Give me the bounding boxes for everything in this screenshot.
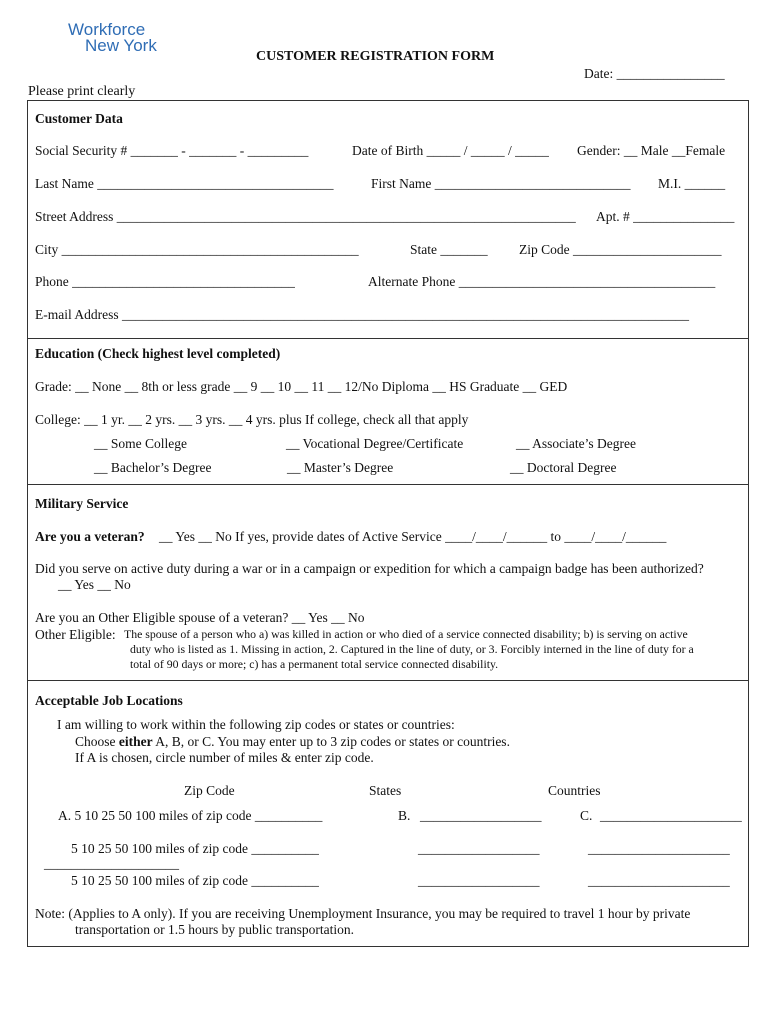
option-c-label: C. bbox=[580, 808, 593, 823]
customer-data-heading: Customer Data bbox=[35, 111, 123, 126]
zip-row-2[interactable]: 5 10 25 50 100 miles of zip code __________ bbox=[71, 841, 319, 856]
ssn-field[interactable]: Social Security # _______ - _______ - _________ bbox=[35, 143, 309, 158]
mi-field[interactable]: M.I. ______ bbox=[658, 176, 726, 191]
date-field[interactable]: Date: ________________ bbox=[584, 66, 725, 81]
col-states: States bbox=[369, 783, 402, 798]
logo-line-1: Workforce bbox=[68, 20, 146, 39]
other-eligible-text-2: duty who is listed as 1. Missing in action, 2. Captured in the line of duty, or 3. Forcibly interned in the line of duty for a bbox=[130, 642, 694, 656]
street-address-field[interactable]: Street Address ____________________________________________________________________ bbox=[35, 209, 576, 224]
alternate-phone-field[interactable]: Alternate Phone ______________________________________ bbox=[368, 274, 716, 289]
vocational-option[interactable]: __ Vocational Degree/Certificate bbox=[286, 436, 464, 451]
gender-field[interactable]: Gender: __ Male __Female bbox=[577, 143, 726, 158]
form-title: CUSTOMER REGISTRATION FORM bbox=[256, 49, 495, 64]
other-eligible-text-3: total of 90 days or more; c) has a permanent total service connected disability. bbox=[130, 657, 499, 671]
option-a-zip-row[interactable]: A. 5 10 25 50 100 miles of zip code __________ bbox=[58, 808, 323, 823]
option-c-country-1[interactable]: _____________________ bbox=[600, 808, 742, 823]
active-duty-question: Did you serve on active duty during a war or in a campaign or expedition for which a campaign badge has been authorized? bbox=[35, 561, 704, 576]
spouse-question[interactable]: Are you an Other Eligible spouse of a veteran? __ Yes __ No bbox=[35, 610, 365, 625]
locations-intro-2 bbox=[75, 735, 510, 749]
dob-field[interactable]: Date of Birth _____ / _____ / _____ bbox=[352, 143, 549, 158]
option-b-state-3[interactable]: __________________ bbox=[418, 873, 540, 888]
intro-2-pre: Choose bbox=[75, 734, 119, 749]
option-b-state-1[interactable]: __________________ bbox=[420, 808, 542, 823]
col-zip-code: Zip Code bbox=[184, 783, 235, 798]
veteran-question: Are you a veteran? bbox=[35, 529, 145, 544]
associates-option[interactable]: __ Associate’s Degree bbox=[516, 436, 636, 451]
zip-row-3[interactable]: 5 10 25 50 100 miles of zip code __________ bbox=[71, 873, 319, 888]
intro-2-bold: either bbox=[118, 734, 153, 749]
job-locations-heading: Acceptable Job Locations bbox=[35, 693, 183, 708]
stray-line: ____________________ bbox=[44, 856, 179, 871]
option-b-state-2[interactable]: __________________ bbox=[418, 841, 540, 856]
locations-intro-3: If A is chosen, circle number of miles & enter zip code. bbox=[75, 750, 374, 765]
note-line-2: transportation or 1.5 hours by public transportation. bbox=[75, 922, 354, 937]
last-name-field[interactable]: Last Name ___________________________________ bbox=[35, 176, 334, 191]
email-field[interactable]: E-mail Address ____________________________________________________________________________________ bbox=[35, 307, 689, 322]
city-field[interactable]: City ____________________________________________ bbox=[35, 242, 359, 257]
college-options[interactable]: College: __ 1 yr. __ 2 yrs. __ 3 yrs. __ 4 yrs. plus If college, check all that apply bbox=[35, 412, 469, 427]
military-heading: Military Service bbox=[35, 496, 129, 511]
some-college-option[interactable]: __ Some College bbox=[94, 436, 187, 451]
zip-code-field[interactable]: Zip Code ______________________ bbox=[519, 242, 722, 257]
logo-line-2: New York bbox=[85, 36, 157, 55]
bachelors-option[interactable]: __ Bachelor’s Degree bbox=[94, 460, 212, 475]
veteran-options[interactable]: __ Yes __ No If yes, provide dates of Active Service ____/____/______ to ____/____/______ bbox=[159, 529, 667, 544]
instruction-text: Please print clearly bbox=[28, 84, 136, 99]
active-duty-options[interactable]: __ Yes __ No bbox=[58, 577, 131, 592]
option-c-country-2[interactable]: _____________________ bbox=[588, 841, 730, 856]
state-field[interactable]: State _______ bbox=[410, 242, 488, 257]
apt-field[interactable]: Apt. # _______________ bbox=[596, 209, 735, 224]
grade-options[interactable]: Grade: __ None __ 8th or less grade __ 9 __ 10 __ 11 __ 12/No Diploma __ HS Graduate __ GED bbox=[35, 379, 568, 394]
option-c-country-3[interactable]: _____________________ bbox=[588, 873, 730, 888]
intro-2-post: A, B, or C. You may enter up to 3 zip codes or states or countries. bbox=[152, 734, 510, 749]
education-heading: Education (Check highest level completed) bbox=[35, 346, 281, 361]
other-eligible-text-1: The spouse of a person who a) was killed in action or who died of a service connected disability; b) is serving on active bbox=[124, 627, 688, 641]
note-line-1: Note: (Applies to A only). If you are receiving Unemployment Insurance, you may be required to travel 1 hour by private bbox=[35, 906, 691, 921]
first-name-field[interactable]: First Name _____________________________ bbox=[371, 176, 631, 191]
workforce-new-york-logo bbox=[68, 22, 157, 54]
option-b-label: B. bbox=[398, 808, 411, 823]
col-countries: Countries bbox=[548, 783, 601, 798]
phone-field[interactable]: Phone _________________________________ bbox=[35, 274, 295, 289]
other-eligible-label: Other Eligible: bbox=[35, 627, 116, 642]
locations-intro-1: I am willing to work within the following zip codes or states or countries: bbox=[57, 717, 455, 732]
masters-option[interactable]: __ Master’s Degree bbox=[287, 460, 394, 475]
doctoral-option[interactable]: __ Doctoral Degree bbox=[510, 460, 617, 475]
